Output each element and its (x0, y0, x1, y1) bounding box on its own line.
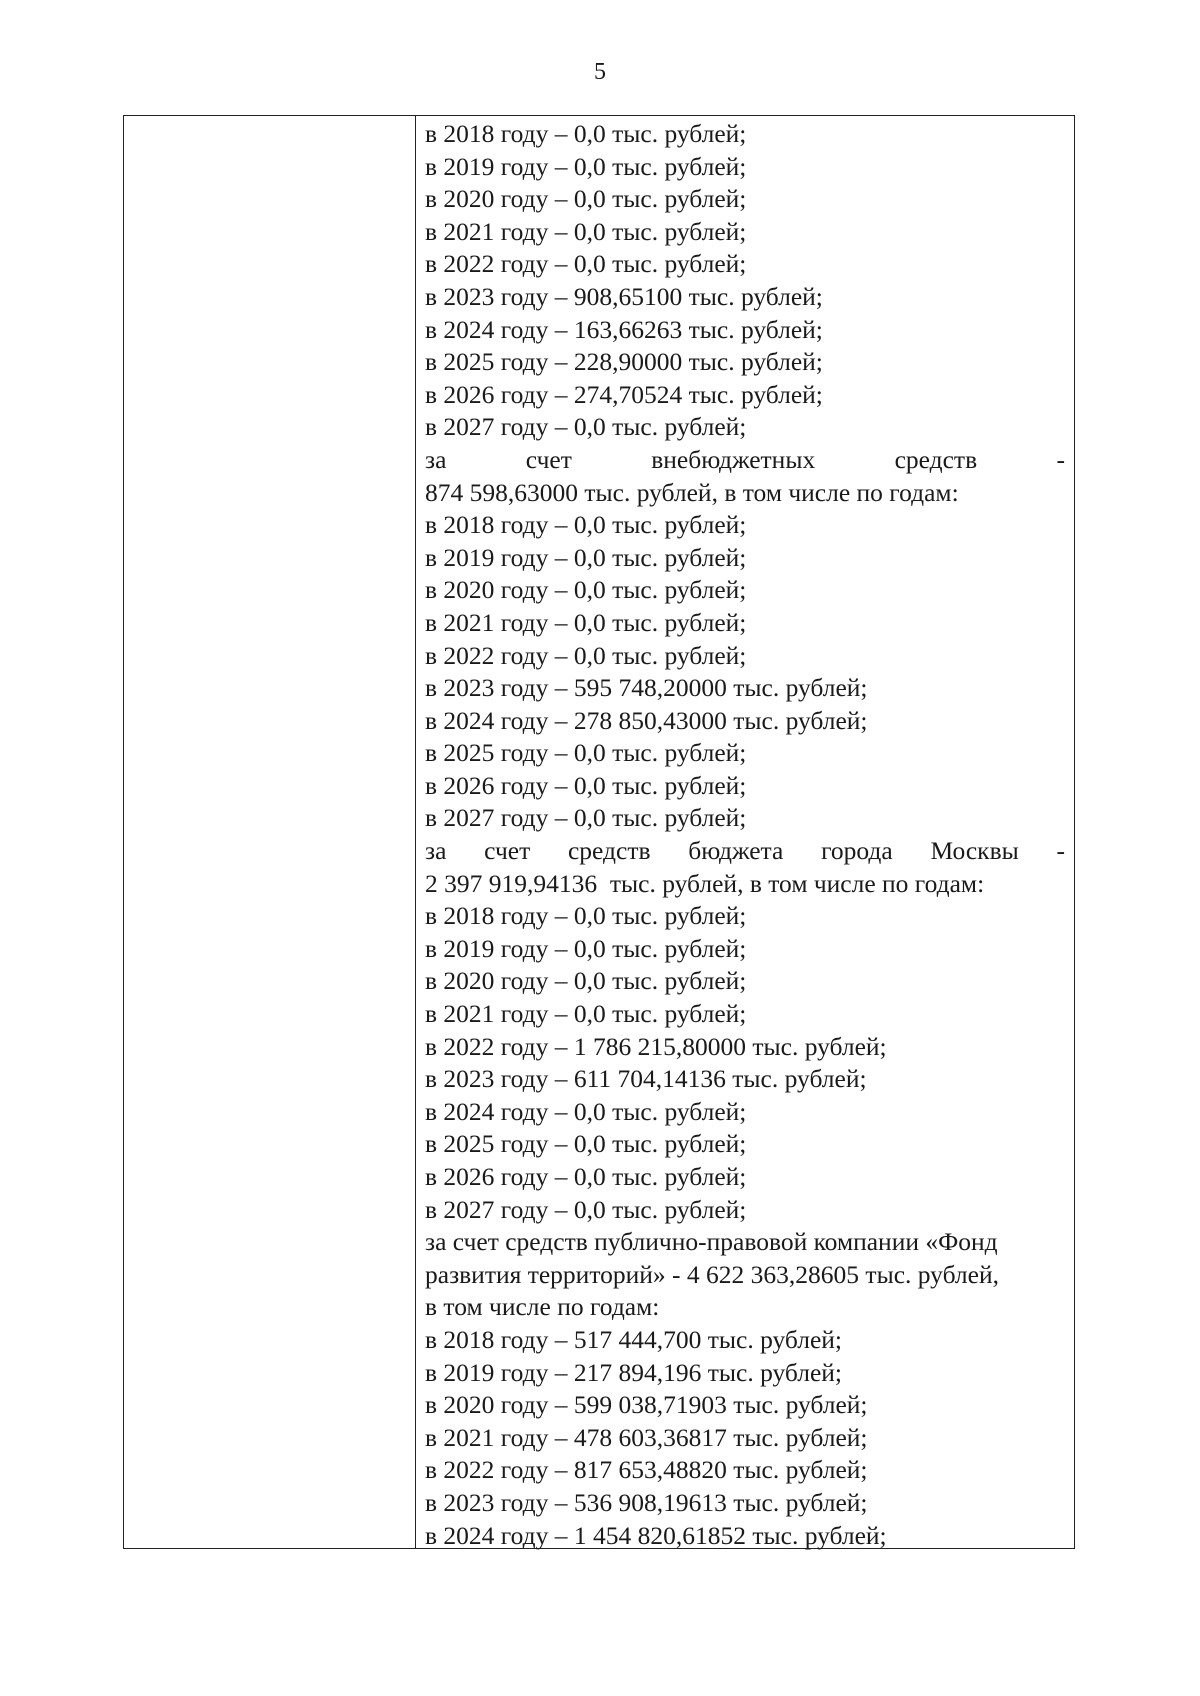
heading-word: счет (525, 444, 572, 474)
year-line: в 2019 году – 0,0 тыс. рублей; (425, 151, 747, 181)
year-line: в 2018 году – 517 444,700 тыс. рублей; (425, 1324, 843, 1354)
year-line: в 2021 году – 0,0 тыс. рублей; (425, 607, 747, 637)
year-line: в 2022 году – 1 786 215,80000 тыс. рублей; (425, 1031, 887, 1061)
year-line: в 2021 году – 0,0 тыс. рублей; (425, 216, 747, 246)
heading-word: средств (567, 836, 651, 866)
heading-word: счет (484, 836, 531, 866)
year-line: в 2025 году – 0,0 тыс. рублей; (425, 738, 747, 768)
moscow-budget-total: 2 397 919,94136 тыс. рублей, в том числе по годам: (425, 868, 985, 898)
year-line: в 2024 году – 163,66263 тыс. рублей; (425, 314, 823, 344)
year-line: в 2019 году – 0,0 тыс. рублей; (425, 542, 747, 572)
offbudget-total: 874 598,63000 тыс. рублей, в том числе по годам: (425, 477, 959, 507)
year-line: в 2020 году – 0,0 тыс. рублей; (425, 575, 747, 605)
moscow-budget-heading (425, 835, 1065, 868)
year-line: в 2026 году – 0,0 тыс. рублей; (425, 1162, 747, 1191)
heading-word: бюджета (688, 836, 784, 866)
page-number: 5 (594, 59, 606, 85)
year-line: в 2024 году – 0,0 тыс. рублей; (425, 1096, 747, 1126)
offbudget-heading (425, 444, 1065, 477)
year-line: в 2025 году – 0,0 тыс. рублей; (425, 1129, 747, 1159)
table-left-cell (124, 116, 415, 1548)
column-divider (415, 116, 416, 1548)
year-line: в 2023 году – 611 704,14136 тыс. рублей; (425, 1064, 867, 1094)
year-line: в 2024 году – 278 850,43000 тыс. рублей; (425, 705, 868, 735)
fund-heading-line: в том числе по годам: (425, 1292, 660, 1322)
year-line: в 2019 году – 0,0 тыс. рублей; (425, 933, 747, 963)
year-line: в 2026 году – 274,70524 тыс. рублей; (425, 379, 823, 409)
year-line: в 2025 году – 228,90000 тыс. рублей; (425, 347, 823, 377)
heading-word: - (1056, 836, 1065, 866)
heading-word: города (821, 836, 893, 866)
year-line: в 2027 году – 0,0 тыс. рублей; (425, 412, 747, 442)
year-line: в 2023 году – 595 748,20000 тыс. рублей; (425, 673, 868, 703)
year-line: в 2018 году – 0,0 тыс. рублей; (425, 510, 747, 540)
year-line: в 2023 году – 536 908,19613 тыс. рублей; (425, 1487, 868, 1517)
year-line: в 2020 году – 0,0 тыс. рублей; (425, 184, 747, 214)
year-line: в 2022 году – 0,0 тыс. рублей; (425, 249, 747, 279)
heading-word: внебюджетных (651, 444, 816, 474)
year-line: в 2019 году – 217 894,196 тыс. рублей; (425, 1357, 843, 1387)
heading-word: за (425, 444, 447, 474)
funding-table (123, 115, 1075, 1549)
year-line: в 2018 году – 0,0 тыс. рублей; (425, 119, 747, 148)
year-line: в 2021 году – 478 603,36817 тыс. рублей; (425, 1422, 868, 1452)
fund-heading-line: за счет средств публично-правовой компании «Фонд (425, 1227, 998, 1257)
year-line: в 2022 году – 0,0 тыс. рублей; (425, 640, 747, 670)
year-line: в 2027 году – 0,0 тыс. рублей; (425, 803, 747, 833)
year-line: в 2023 году – 908,65100 тыс. рублей; (425, 281, 823, 311)
heading-word: Москвы (930, 836, 1019, 866)
year-line: в 2020 году – 0,0 тыс. рублей; (425, 966, 747, 996)
year-line: в 2026 году – 0,0 тыс. рублей; (425, 770, 747, 800)
year-line: в 2018 году – 0,0 тыс. рублей; (425, 901, 747, 931)
year-line: в 2021 году – 0,0 тыс. рублей; (425, 999, 747, 1029)
year-line: в 2020 году – 599 038,71903 тыс. рублей; (425, 1390, 868, 1420)
fund-heading-line: развития территорий» - 4 622 363,28605 тыс. рублей, (425, 1259, 999, 1289)
year-line: в 2024 году – 1 454 820,61852 тыс. рублей; (425, 1520, 887, 1550)
year-line: в 2022 году – 817 653,48820 тыс. рублей; (425, 1455, 868, 1485)
heading-word: за (425, 836, 447, 866)
heading-word: - (1056, 444, 1065, 474)
year-line: в 2027 году – 0,0 тыс. рублей; (425, 1194, 747, 1224)
heading-word: средств (894, 444, 978, 474)
table-right-cell (425, 118, 1065, 1552)
